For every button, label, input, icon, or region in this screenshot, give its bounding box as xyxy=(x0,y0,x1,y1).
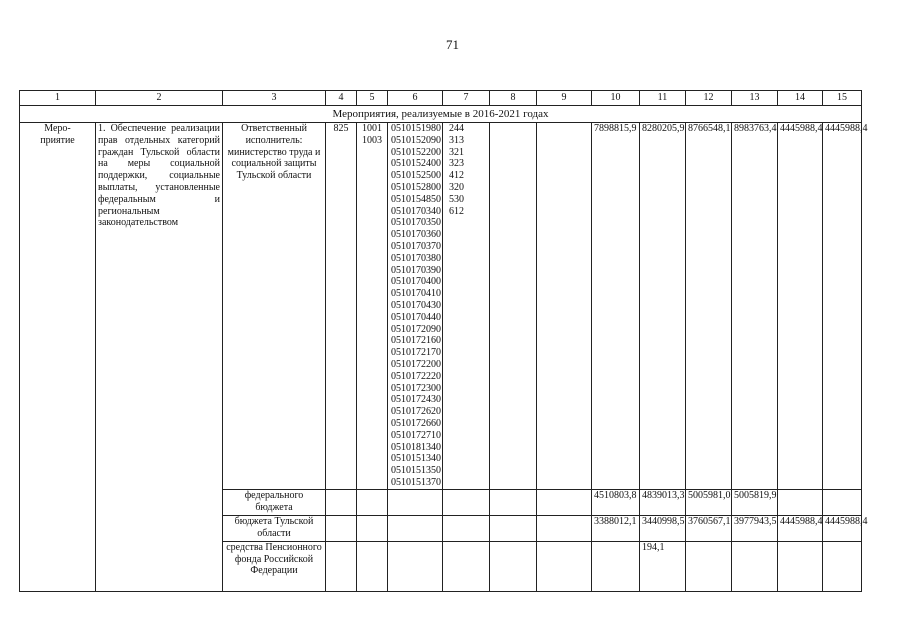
kvr-code: 313 xyxy=(449,134,464,146)
kvr-codes-cell xyxy=(443,123,490,490)
source-label: федерального бюджета xyxy=(223,489,326,515)
kvr-code: 530 xyxy=(449,193,464,205)
csr-code: 0510151340 xyxy=(391,453,441,465)
col8-cell xyxy=(490,123,537,490)
value-cell xyxy=(778,489,823,515)
kvr-code: 612 xyxy=(449,205,464,217)
csr-code: 0510152800 xyxy=(391,181,441,193)
col5-code: 1003 xyxy=(362,134,382,146)
csr-code: 0510172710 xyxy=(391,429,441,441)
kvr-code: 244 xyxy=(449,123,464,134)
csr-code: 0510170430 xyxy=(391,299,441,311)
value-cell: 5005981,0 xyxy=(686,489,732,515)
col9-cell xyxy=(537,123,592,490)
col-header: 8 xyxy=(490,91,537,106)
page-number: 71 xyxy=(446,37,459,52)
executor: Ответственный исполнитель: министерство труда и социальной защиты Тульской области xyxy=(223,123,326,490)
csr-code: 0510170360 xyxy=(391,229,441,241)
source-label: средства Пенсионного фонда Российской Федерации xyxy=(223,541,326,591)
column-number-row xyxy=(20,91,862,106)
event-name: 1. Обеспечение реализации прав отдельных категорий граждан Тульской области на меры социальной поддержки, социальные выплаты, установленные федеральным и региональным законодательством xyxy=(96,123,223,592)
section-row xyxy=(20,106,862,123)
csr-code: 0510151350 xyxy=(391,465,441,477)
csr-code: 0510172660 xyxy=(391,417,441,429)
csr-code: 0510152090 xyxy=(391,134,441,146)
csr-code: 0510172160 xyxy=(391,335,441,347)
row-type xyxy=(20,123,96,592)
kvr-code: 412 xyxy=(449,170,464,182)
value-cell: 5005819,9 xyxy=(732,489,778,515)
col5-values xyxy=(357,123,388,490)
row-type-line: приятие xyxy=(40,134,75,146)
col-header: 6 xyxy=(388,91,443,106)
value-cell: 4510803,8 xyxy=(592,489,640,515)
csr-code: 0510172300 xyxy=(391,382,441,394)
value-2019: 8983763,4 xyxy=(732,123,778,490)
main-row xyxy=(20,123,862,490)
col-header: 9 xyxy=(537,91,592,106)
value-2017: 8280205,9 xyxy=(640,123,686,490)
col-header: 3 xyxy=(223,91,326,106)
csr-code: 0510170380 xyxy=(391,252,441,264)
col-header: 15 xyxy=(823,91,862,106)
budget-table xyxy=(19,90,868,592)
row-type-line: Меро- xyxy=(44,123,71,134)
col-header: 5 xyxy=(357,91,388,106)
section-title: Мероприятия, реализуемые в 2016-2021 годах xyxy=(20,106,862,123)
csr-codes xyxy=(391,123,440,489)
csr-code: 0510170370 xyxy=(391,240,441,252)
value-2020: 4445988,4 xyxy=(778,123,823,490)
col-header: 13 xyxy=(732,91,778,106)
csr-code: 0510151370 xyxy=(391,476,441,488)
value-cell: 3388012,1 xyxy=(592,515,640,541)
value-2021: 4445988,4 xyxy=(823,123,862,490)
csr-code: 0510172430 xyxy=(391,394,441,406)
col-header: 11 xyxy=(640,91,686,106)
csr-code: 0510152400 xyxy=(391,158,441,170)
value-cell xyxy=(823,489,862,515)
csr-code: 0510181340 xyxy=(391,441,441,453)
col4-value: 825 xyxy=(326,123,357,490)
value-2018: 8766548,1 xyxy=(686,123,732,490)
kvr-code: 321 xyxy=(449,146,464,158)
col5-code: 1001 xyxy=(362,123,382,134)
csr-code: 0510152500 xyxy=(391,170,441,182)
csr-code: 0510172200 xyxy=(391,358,441,370)
csr-code: 0510172090 xyxy=(391,323,441,335)
source-label: бюджета Тульской области xyxy=(223,515,326,541)
csr-code: 0510170350 xyxy=(391,217,441,229)
csr-code: 0510152200 xyxy=(391,146,441,158)
csr-code: 0510170390 xyxy=(391,264,441,276)
col-header: 7 xyxy=(443,91,490,106)
csr-code: 0510170440 xyxy=(391,311,441,323)
kvr-codes xyxy=(449,123,487,217)
value-cell xyxy=(823,541,862,591)
value-cell: 4445988,4 xyxy=(778,515,823,541)
value-cell: 4839013,3 xyxy=(640,489,686,515)
csr-code: 0510170400 xyxy=(391,276,441,288)
value-cell: 4445988,4 xyxy=(823,515,862,541)
col-header: 4 xyxy=(326,91,357,106)
col-header: 10 xyxy=(592,91,640,106)
col-header: 2 xyxy=(96,91,223,106)
csr-code: 0510172170 xyxy=(391,347,441,359)
csr-code: 0510172620 xyxy=(391,406,441,418)
col-header: 14 xyxy=(778,91,823,106)
value-cell: 194,1 xyxy=(640,541,686,591)
value-cell xyxy=(732,541,778,591)
value-cell xyxy=(686,541,732,591)
value-cell: 3977943,5 xyxy=(732,515,778,541)
kvr-code: 323 xyxy=(449,158,464,170)
value-cell: 3760567,1 xyxy=(686,515,732,541)
csr-code: 0510172220 xyxy=(391,370,441,382)
value-2016: 7898815,9 xyxy=(592,123,640,490)
csr-code: 0510170340 xyxy=(391,205,441,217)
value-cell xyxy=(778,541,823,591)
csr-codes-cell xyxy=(388,123,443,490)
csr-code: 0510151980 xyxy=(391,123,441,134)
csr-code: 0510154850 xyxy=(391,193,441,205)
value-cell xyxy=(592,541,640,591)
col-header: 12 xyxy=(686,91,732,106)
csr-code: 0510170410 xyxy=(391,288,441,300)
kvr-code: 320 xyxy=(449,181,464,193)
value-cell: 3440998,5 xyxy=(640,515,686,541)
col-header: 1 xyxy=(20,91,96,106)
